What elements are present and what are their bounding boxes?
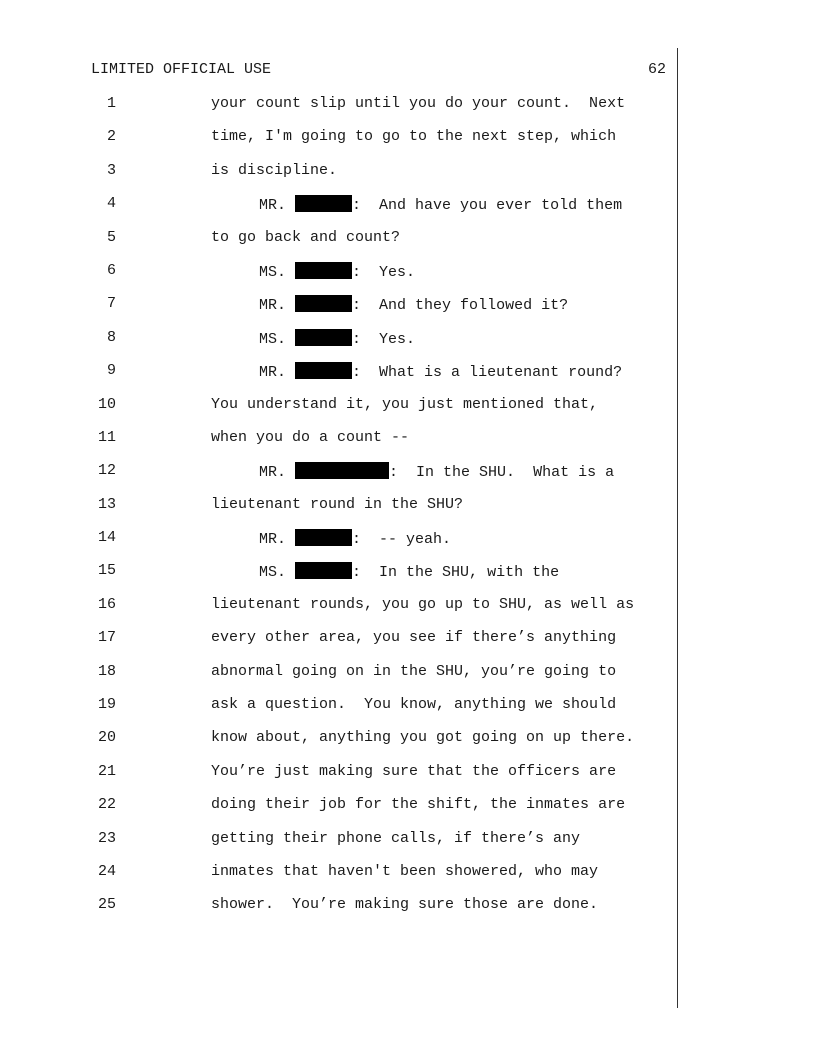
- line-number: 5: [106, 228, 116, 246]
- line-number: 1: [106, 95, 116, 112]
- transcript-line: [0, 262, 816, 295]
- transcript-line: [0, 329, 816, 362]
- transcript-line: [0, 429, 816, 462]
- line-text: You’re just making sure that the officers are: [211, 762, 617, 780]
- line-number: 14: [97, 529, 116, 547]
- line-number: 2: [106, 128, 116, 146]
- speaker-line: MS. : Yes.: [259, 263, 416, 281]
- transcript-line: [0, 529, 816, 562]
- transcript-line: [0, 629, 816, 662]
- line-text: You understand it, you just mentioned that,: [211, 395, 599, 413]
- transcript-line: [0, 195, 816, 228]
- speaker-title: MR.: [259, 197, 287, 215]
- line-number: 25: [97, 896, 116, 914]
- transcript-line: [0, 162, 816, 195]
- line-text: know about, anything you got going on up there.: [211, 729, 635, 747]
- transcript-line: [0, 896, 816, 929]
- transcript-line: [0, 596, 816, 629]
- line-text: time, I'm going to go to the next step, which: [211, 128, 617, 146]
- transcript-line: [0, 863, 816, 896]
- line-text: inmates that haven't been showered, who may: [211, 862, 599, 880]
- line-text: getting their phone calls, if there’s any: [211, 829, 581, 847]
- transcript-line: [0, 229, 816, 262]
- line-text: What is a lieutenant round?: [379, 364, 623, 382]
- redaction-bar: [295, 329, 352, 346]
- speaker-title: MR.: [259, 464, 287, 482]
- line-text: abnormal going on in the SHU, you’re going to: [211, 662, 617, 680]
- line-text: shower. You’re making sure those are done.: [211, 896, 599, 914]
- speaker-title: MS.: [259, 330, 287, 348]
- line-text: every other area, you see if there’s anything: [211, 629, 617, 647]
- transcript-line: [0, 396, 816, 429]
- speaker-line: MR. : And have you ever told them: [259, 197, 623, 215]
- transcript-lines: [0, 95, 816, 930]
- speaker-title: MR.: [259, 297, 287, 315]
- line-text: Yes.: [379, 263, 416, 281]
- redaction-bar: [295, 295, 352, 312]
- transcript-line: [0, 95, 816, 128]
- transcript-line: [0, 663, 816, 696]
- speaker-line: MR. : -- yeah.: [259, 531, 452, 549]
- transcript-line: [0, 729, 816, 762]
- line-text: In the SHU, with the: [379, 564, 560, 582]
- line-number: 12: [97, 462, 116, 480]
- redaction-bar: [295, 262, 352, 279]
- speaker-line: MR. : What is a lieutenant round?: [259, 364, 623, 382]
- speaker-title: MR.: [259, 364, 287, 382]
- transcript-line: [0, 496, 816, 529]
- line-number: 20: [97, 729, 116, 747]
- line-number: 3: [106, 161, 116, 179]
- speaker-line: MS. : Yes.: [259, 330, 416, 348]
- speaker-line: MS. : In the SHU, with the: [259, 564, 560, 582]
- line-text: And have you ever told them: [379, 197, 623, 215]
- redaction-bar: [295, 195, 352, 212]
- line-text: is discipline.: [211, 161, 338, 179]
- classification-header: LIMITED OFFICIAL USE: [91, 61, 272, 78]
- transcript-line: [0, 562, 816, 595]
- line-text: lieutenant round in the SHU?: [211, 495, 464, 513]
- transcript-line: [0, 763, 816, 796]
- line-number: 13: [97, 495, 116, 513]
- transcript-line: [0, 128, 816, 161]
- line-number: 4: [106, 195, 116, 213]
- speaker-title: MS.: [259, 564, 287, 582]
- line-text: -- yeah.: [379, 531, 452, 549]
- transcript-line: [0, 696, 816, 729]
- line-number: 7: [106, 295, 116, 313]
- line-text: to go back and count?: [211, 228, 401, 246]
- line-text: when you do a count --: [211, 428, 410, 446]
- speaker-line: MR. : In the SHU. What is a: [259, 464, 615, 482]
- line-number: 9: [106, 362, 116, 380]
- line-number: 21: [97, 762, 116, 780]
- line-number: 19: [97, 696, 116, 714]
- line-text: Yes.: [379, 330, 416, 348]
- line-number: 17: [97, 629, 116, 647]
- redaction-bar: [295, 362, 352, 379]
- line-text: lieutenant rounds, you go up to SHU, as well as: [211, 595, 635, 613]
- line-number: 22: [97, 796, 116, 814]
- redaction-bar: [295, 529, 352, 546]
- line-number: 6: [106, 261, 116, 279]
- line-number: 18: [97, 662, 116, 680]
- page-number: 62: [647, 61, 666, 78]
- speaker-title: MS.: [259, 263, 287, 281]
- line-number: 23: [97, 829, 116, 847]
- line-number: 11: [97, 428, 116, 446]
- line-number: 10: [97, 395, 116, 413]
- redaction-bar: [295, 462, 389, 479]
- transcript-line: [0, 295, 816, 328]
- line-text: ask a question. You know, anything we should: [211, 696, 617, 714]
- redaction-bar: [295, 562, 352, 579]
- transcript-line: [0, 362, 816, 395]
- transcript-line: [0, 796, 816, 829]
- line-number: 8: [106, 328, 116, 346]
- line-text: doing their job for the shift, the inmates are: [211, 796, 626, 814]
- line-number: 16: [97, 595, 116, 613]
- speaker-title: MR.: [259, 531, 287, 549]
- line-number: 24: [97, 862, 116, 880]
- line-text: And they followed it?: [379, 297, 569, 315]
- transcript-line: [0, 830, 816, 863]
- speaker-line: MR. : And they followed it?: [259, 297, 569, 315]
- line-text: your count slip until you do your count. Next: [211, 95, 626, 112]
- line-text: In the SHU. What is a: [416, 464, 615, 482]
- line-number: 15: [97, 562, 116, 580]
- transcript-line: [0, 462, 816, 495]
